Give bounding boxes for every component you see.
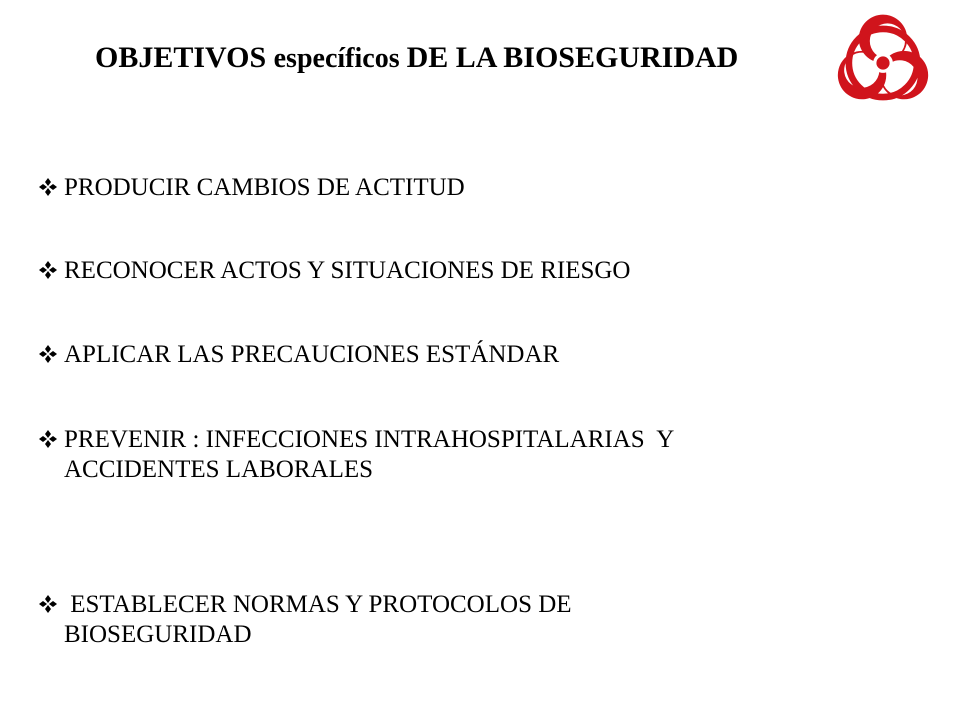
diamond-bullet-icon (38, 429, 58, 449)
title-part-3: DE LA BIOSEGURIDAD (406, 41, 739, 74)
list-item (38, 425, 918, 485)
list-item (38, 590, 918, 650)
diamond-bullet-icon (38, 260, 58, 280)
title-part-2: específicos (273, 43, 407, 74)
diamond-bullet-icon (38, 594, 58, 614)
diamond-bullet-icon (38, 177, 58, 197)
list-item (38, 340, 918, 370)
title-part-1: OBJETIVOS (95, 41, 274, 74)
title-container (95, 38, 805, 88)
objective-text: APLICAR LAS PRECAUCIONES ESTÁNDAR (64, 341, 560, 368)
objective-text-line-1: ESTABLECER NORMAS Y PROTOCOLOS DE (64, 591, 572, 618)
list-item (38, 256, 918, 286)
objective-text: PRODUCIR CAMBIOS DE ACTITUD (64, 174, 465, 201)
biohazard-icon (828, 8, 938, 118)
objective-text-line-2: ACCIDENTES LABORALES (64, 456, 374, 483)
objective-text-line-1: PREVENIR : INFECCIONES INTRAHOSPITALARIAS Y (64, 426, 675, 453)
diamond-bullet-icon (38, 344, 58, 364)
objective-text-line-2: BIOSEGURIDAD (64, 621, 252, 648)
slide-title (95, 38, 805, 79)
list-item (38, 173, 918, 203)
objective-text: RECONOCER ACTOS Y SITUACIONES DE RIESGO (64, 257, 631, 284)
